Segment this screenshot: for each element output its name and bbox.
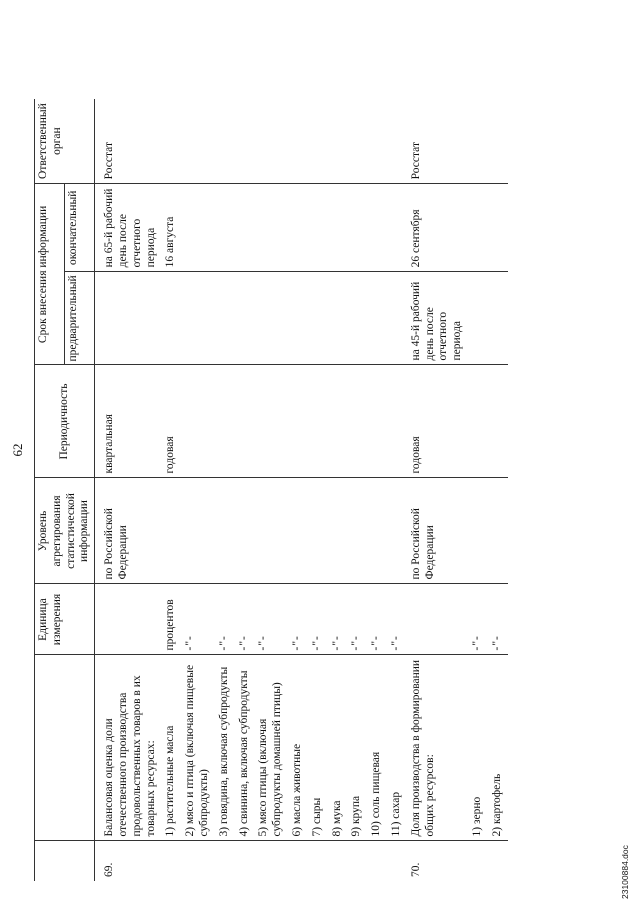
responsible-body [488,99,508,184]
indicator-name: 11) сахар [387,655,407,841]
col-header-name [35,655,95,841]
final-deadline [488,184,508,272]
periodicity [235,365,255,478]
final-deadline [288,184,308,272]
aggregation-level [215,478,235,584]
responsible-body [347,99,367,184]
responsible-body [468,99,488,184]
row-number [308,841,328,881]
preliminary-deadline [95,272,162,365]
periodicity [288,365,308,478]
unit [95,584,162,655]
page-number: 62 [10,443,25,457]
responsible-body [308,99,328,184]
indicator-name: 2) мясо и птица (включая пищевые субпродукты) [181,655,215,841]
final-deadline [347,184,367,272]
indicator-name: Балансовая оценка доли отечественного производства продовольственных товаров в их товарных ресурсах: [95,655,162,841]
aggregation-level [235,478,255,584]
row-number [215,841,235,881]
row-number: 69. [95,841,162,881]
final-deadline [215,184,235,272]
indicator-name: 2) картофель [488,655,508,841]
responsible-body [254,99,288,184]
periodicity [387,365,407,478]
final-deadline: 16 августа [161,184,181,272]
preliminary-deadline [308,272,328,365]
final-deadline [254,184,288,272]
responsible-body [387,99,407,184]
final-deadline [235,184,255,272]
col-header-responsible: Ответственный орган [35,99,95,184]
table-row [367,99,387,881]
row-number [288,841,308,881]
final-deadline [367,184,387,272]
col-header-periodicity: Периодичность [35,365,95,478]
final-deadline: на 65-й рабочий день после отчетного периода [95,184,162,272]
aggregation-level [387,478,407,584]
row-number: 70. [407,841,468,881]
unit: -"- [367,584,387,655]
preliminary-deadline [347,272,367,365]
row-number [367,841,387,881]
final-deadline: 26 сентября [407,184,468,272]
responsible-body [161,99,181,184]
unit [407,584,468,655]
preliminary-deadline [367,272,387,365]
unit: -"- [235,584,255,655]
responsible-body: Росстат [95,99,162,184]
preliminary-deadline [254,272,288,365]
table-row [161,99,181,881]
table-row [347,99,367,881]
aggregation-level [161,478,181,584]
aggregation-level [367,478,387,584]
periodicity [328,365,348,478]
col-header-deadline: Срок внесения информации [35,184,65,365]
table-row [288,99,308,881]
responsible-body [235,99,255,184]
periodicity [468,365,488,478]
final-deadline [181,184,215,272]
statistics-table [34,99,508,881]
aggregation-level [347,478,367,584]
col-header-unit: Единица измерения [35,584,95,655]
periodicity: годовая [407,365,468,478]
preliminary-deadline [288,272,308,365]
unit: процентов [161,584,181,655]
responsible-body [215,99,235,184]
periodicity [254,365,288,478]
periodicity [347,365,367,478]
unit: -"- [254,584,288,655]
preliminary-deadline [161,272,181,365]
table-row [254,99,288,881]
table-row [215,99,235,881]
unit: -"- [347,584,367,655]
aggregation-level [288,478,308,584]
aggregation-level [468,478,488,584]
periodicity: квартальная [95,365,162,478]
aggregation-level [181,478,215,584]
preliminary-deadline [181,272,215,365]
preliminary-deadline [488,272,508,365]
unit: -"- [387,584,407,655]
unit: -"- [308,584,328,655]
row-number [347,841,367,881]
responsible-body: Росстат [407,99,468,184]
aggregation-level [308,478,328,584]
indicator-name: 3) говядина, включая субпродукты [215,655,235,841]
aggregation-level: по Российской Федерации [407,478,468,584]
periodicity [215,365,235,478]
preliminary-deadline [235,272,255,365]
responsible-body [367,99,387,184]
table-row [387,99,407,881]
final-deadline [387,184,407,272]
indicator-name: 6) масла животные [288,655,308,841]
table-row [181,99,215,881]
unit: -"- [488,584,508,655]
unit: -"- [288,584,308,655]
unit: -"- [468,584,488,655]
document-filename: 23100884.doc [620,845,630,899]
preliminary-deadline [328,272,348,365]
row-number [468,841,488,881]
aggregation-level: по Российской Федерации [95,478,162,584]
responsible-body [328,99,348,184]
unit: -"- [328,584,348,655]
aggregation-level [328,478,348,584]
row-number [235,841,255,881]
col-header-final: окончательный [65,184,95,272]
preliminary-deadline: на 45-й рабочий день после отчетного периода [407,272,468,365]
col-header-aggregation-level: Уровень агрегирования статистической информации [35,478,95,584]
indicator-name: 1) растительные масла [161,655,181,841]
responsible-body [181,99,215,184]
preliminary-deadline [468,272,488,365]
table-row [468,99,488,881]
col-header-preliminary: предварительный [65,272,95,365]
table-row [235,99,255,881]
indicator-name: 10) соль пищевая [367,655,387,841]
row-number [161,841,181,881]
aggregation-level [254,478,288,584]
row-number [488,841,508,881]
periodicity [367,365,387,478]
final-deadline [468,184,488,272]
row-number [254,841,288,881]
indicator-name: 5) мясо птицы (включая субпродукты домашней птицы) [254,655,288,841]
aggregation-level [488,478,508,584]
indicator-name: 9) крупа [347,655,367,841]
header-row [35,99,65,881]
col-header-number [35,841,95,881]
periodicity [488,365,508,478]
row-number [328,841,348,881]
periodicity [181,365,215,478]
indicator-name: 8) мука [328,655,348,841]
final-deadline [308,184,328,272]
table-row [407,99,468,881]
unit: -"- [215,584,235,655]
row-number [181,841,215,881]
table-row [308,99,328,881]
indicator-name: Доля производства в формировании общих ресурсов: [407,655,468,841]
responsible-body [288,99,308,184]
table-row [328,99,348,881]
preliminary-deadline [387,272,407,365]
periodicity [308,365,328,478]
table-row [95,99,162,881]
row-number [387,841,407,881]
table-row [488,99,508,881]
final-deadline [328,184,348,272]
periodicity: годовая [161,365,181,478]
indicator-name: 4) свинина, включая субпродукты [235,655,255,841]
indicator-name: 7) сыры [308,655,328,841]
unit: -"- [181,584,215,655]
preliminary-deadline [215,272,235,365]
indicator-name: 1) зерно [468,655,488,841]
